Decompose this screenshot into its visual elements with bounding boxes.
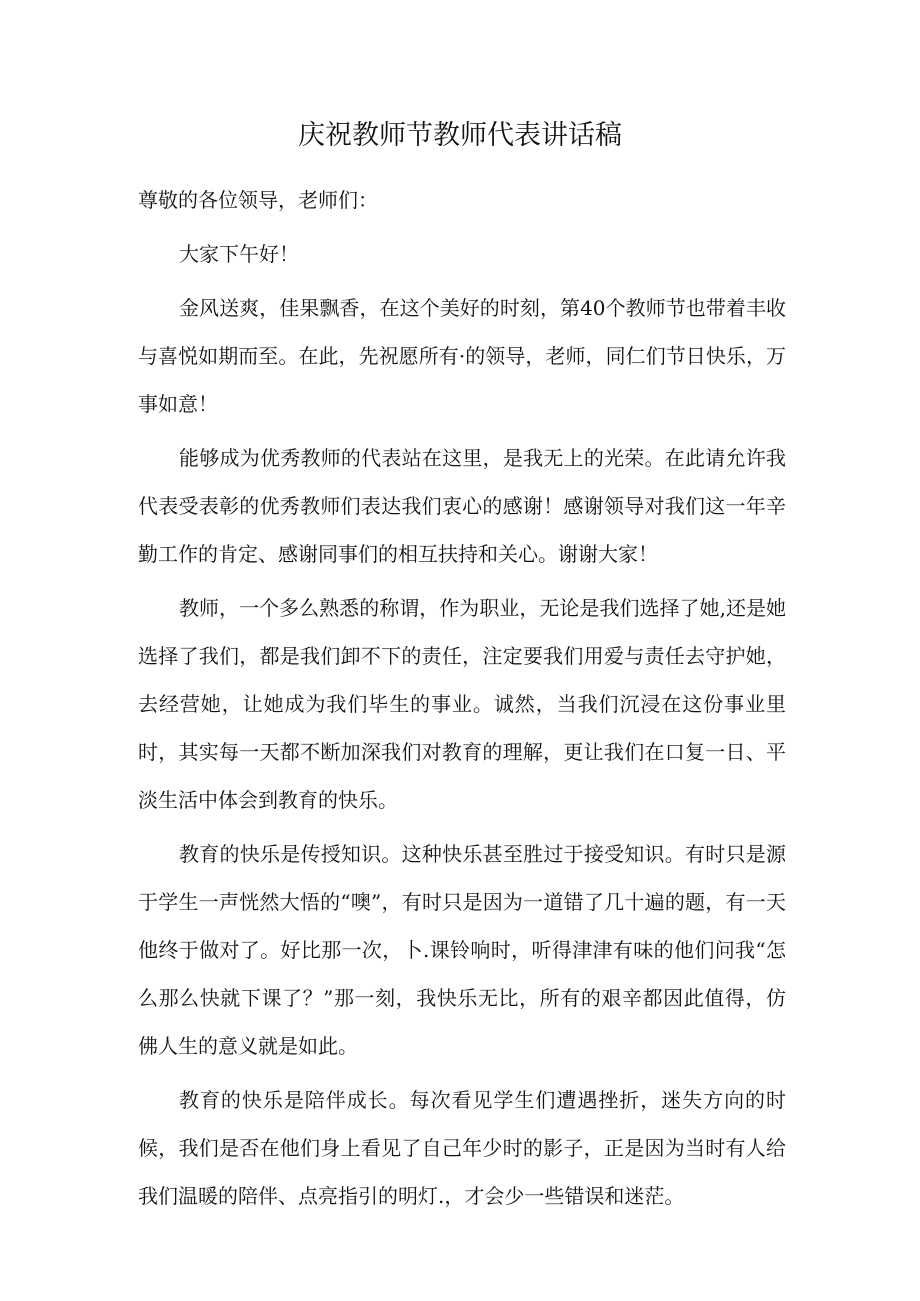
- paragraph-teacher-profession: 教师，一个多么熟悉的称谓，作为职业，无论是我们选择了她,还是她选择了我们，都是我们卸不下的责任，注定要我们用爱与责任去守护她，去经营她，让她成为我们毕生的事业。诚然，当我们沉浸在这份事业里时，其实每一天都不断加深我们对教育的理解，更让我们在口复一日、平淡生活中体会到教育的快乐。: [138, 596, 786, 812]
- paragraph-joy-of-teaching: 教育的快乐是传授知识。这种快乐甚至胜过于接受知识。有时只是源于学生一声恍然大悟的“噢”，有时只是因为一道错了几十遍的题，有一天他终于做对了。好比那一次，卜.课铃响时，听得津津有味的他们问我“怎么那么快就下课了？”那一刻，我快乐无比，所有的艰辛都因此值得，仿佛人生的意义就是如此。: [138, 842, 786, 1058]
- paragraph-festival: 金风送爽，佳果飘香，在这个美好的时刻，第40个教师节也带着丰收与喜悦如期而至。在此，先祝愿所有·的领导，老师，同仁们节日快乐，万事如意！: [138, 296, 786, 416]
- paragraph-joy-of-companionship: 教育的快乐是陪伴成长。每次看见学生们遭遇挫折，迷失方向的时候，我们是否在他们身上看见了自己年少时的影子，正是因为当时有人给我们温暖的陪伴、点亮指引的明灯.，才会少一些错误和迷茫。: [138, 1088, 786, 1208]
- document-title: 庆祝教师节教师代表讲话稿: [298, 120, 622, 151]
- salutation: 尊敬的各位领导，老师们：: [138, 188, 378, 212]
- paragraph-greeting: 大家下午好！: [179, 242, 299, 266]
- paragraph-gratitude: 能够成为优秀教师的代表站在这里，是我无上的光荣。在此请允许我代表受表彰的优秀教师们表达我们衷心的感谢！感谢领导对我们这一年辛勤工作的肯定、感谢同事们的相互扶持和关心。谢谢大家！: [138, 446, 786, 566]
- document-body: [138, 176, 786, 1226]
